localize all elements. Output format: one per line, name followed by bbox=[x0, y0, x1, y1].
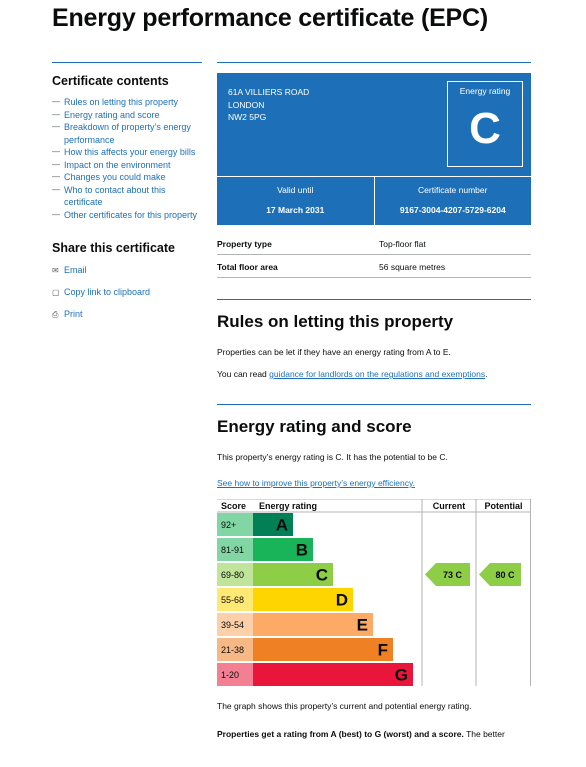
potential-column-header: Potential bbox=[484, 501, 523, 511]
contents-item bbox=[52, 146, 202, 159]
share-item bbox=[52, 265, 202, 276]
energy-rating-box bbox=[447, 81, 523, 167]
energy-rating-label: Energy rating bbox=[459, 86, 511, 96]
potential-rating-label: 80 C bbox=[495, 570, 515, 580]
contents-link-rules[interactable]: Rules on letting this property bbox=[64, 97, 179, 107]
contents-item bbox=[52, 171, 202, 184]
certificate-details bbox=[217, 176, 531, 226]
share-list bbox=[52, 265, 202, 320]
rating-letter: A bbox=[275, 515, 288, 535]
property-type-label: Property type bbox=[217, 232, 379, 255]
clipboard-icon: ▢ bbox=[52, 288, 60, 297]
contents-item bbox=[52, 209, 202, 222]
epc-summary-box bbox=[217, 73, 531, 225]
score-range-label: 55-68 bbox=[221, 595, 245, 605]
landlord-guidance-link[interactable]: guidance for landlords on the regulations and exemptions bbox=[269, 369, 486, 379]
contents-link-contact[interactable]: Who to contact about this certificate bbox=[64, 184, 166, 207]
contents-item bbox=[52, 121, 202, 146]
improve-link-paragraph bbox=[217, 477, 531, 489]
contents-heading: Certificate contents bbox=[52, 74, 169, 88]
valid-until-label: Valid until bbox=[277, 185, 314, 195]
property-address bbox=[228, 86, 309, 124]
contents-link-rating[interactable]: Energy rating and score bbox=[64, 109, 160, 120]
address-line: LONDON bbox=[228, 99, 265, 110]
share-print-link[interactable]: Print bbox=[64, 309, 83, 319]
contents-link-bills[interactable]: How this affects your energy bills bbox=[64, 147, 196, 157]
certificate-number-label: Certificate number bbox=[418, 185, 488, 195]
score-range-label: 21-38 bbox=[221, 645, 245, 655]
section-divider bbox=[217, 404, 531, 405]
share-section bbox=[52, 241, 202, 320]
guidance-prefix: You can read bbox=[217, 369, 270, 379]
valid-until-cell bbox=[217, 177, 375, 226]
score-range-label: 69-80 bbox=[221, 570, 245, 580]
rating-explanation bbox=[217, 728, 531, 740]
floor-area-label: Total floor area bbox=[217, 255, 379, 278]
energy-rating-letter: C bbox=[469, 104, 501, 153]
rating-column-header: Energy rating bbox=[259, 501, 318, 511]
rating-paragraph: This property’s energy rating is C. It has the potential to be C. bbox=[217, 452, 448, 462]
certificate-number-value: 9167-3004-4207-5729-6204 bbox=[399, 205, 506, 215]
rating-letter: D bbox=[335, 590, 348, 610]
rating-heading: Energy rating and score bbox=[217, 417, 412, 436]
rating-bar-g bbox=[253, 663, 413, 686]
table-row bbox=[217, 255, 531, 278]
rating-explanation-bold: Properties get a rating from A (best) to G (worst) and a score. bbox=[217, 729, 464, 739]
envelope-icon: ✉ bbox=[52, 266, 59, 275]
share-copy-link[interactable]: Copy link to clipboard bbox=[64, 287, 151, 297]
contents-item bbox=[52, 96, 202, 109]
table-row bbox=[217, 232, 531, 255]
score-range-label: 39-54 bbox=[221, 620, 245, 630]
contents-link-changes[interactable]: Changes you could make bbox=[64, 172, 166, 182]
contents-item bbox=[52, 184, 202, 209]
contents-list bbox=[52, 96, 202, 221]
property-type-value: Top-floor flat bbox=[379, 232, 531, 255]
score-range-label: 81-91 bbox=[221, 545, 245, 555]
rating-letter: C bbox=[315, 565, 328, 585]
contents-item bbox=[52, 109, 202, 122]
certificate-number-cell bbox=[375, 177, 532, 226]
improve-efficiency-link[interactable]: See how to improve this property’s energy efficiency. bbox=[217, 478, 415, 488]
rules-paragraph: Properties can be let if they have an energy rating from A to E. bbox=[217, 347, 451, 357]
rating-explanation-rest: The better bbox=[463, 729, 505, 739]
energy-rating-chart bbox=[217, 499, 531, 686]
score-range-label: 1-20 bbox=[221, 670, 240, 680]
score-column-header: Score bbox=[221, 501, 247, 511]
rating-letter: F bbox=[377, 640, 388, 660]
rating-letter: G bbox=[394, 665, 408, 685]
rating-bar-f bbox=[253, 638, 393, 661]
current-column-header: Current bbox=[432, 501, 466, 511]
graph-caption: The graph shows this property’s current and potential energy rating. bbox=[217, 701, 472, 711]
current-rating-label: 73 C bbox=[442, 570, 463, 580]
sidebar-divider bbox=[52, 62, 202, 63]
guidance-suffix: . bbox=[485, 369, 488, 379]
address-line: NW2 5PG bbox=[228, 112, 267, 122]
address-line: 61A VILLIERS ROAD bbox=[228, 87, 310, 97]
property-summary-table bbox=[217, 232, 531, 278]
sidebar bbox=[52, 62, 202, 331]
page-title: Energy performance certificate (EPC) bbox=[52, 4, 489, 32]
printer-icon: ⎙ bbox=[52, 310, 59, 319]
share-email-link[interactable]: Email bbox=[64, 265, 87, 275]
valid-until-value: 17 March 2031 bbox=[266, 205, 325, 215]
contents-link-environment[interactable]: Impact on the environment bbox=[64, 159, 171, 170]
rules-heading: Rules on letting this property bbox=[217, 312, 454, 331]
energy-rating-graph bbox=[217, 499, 531, 686]
rating-letter: E bbox=[356, 615, 368, 635]
section-divider bbox=[217, 299, 531, 300]
score-range-label: 92+ bbox=[221, 520, 237, 530]
contents-item bbox=[52, 159, 202, 172]
share-item bbox=[52, 309, 202, 320]
rating-letter: B bbox=[295, 540, 308, 560]
share-item bbox=[52, 287, 202, 298]
header-divider bbox=[217, 62, 531, 63]
rating-bar-e bbox=[253, 613, 373, 636]
main-content bbox=[217, 62, 531, 740]
floor-area-value: 56 square metres bbox=[379, 255, 531, 278]
rules-guidance-paragraph bbox=[217, 368, 531, 380]
share-heading: Share this certificate bbox=[52, 241, 175, 255]
contents-link-breakdown[interactable]: Breakdown of property’s energy performance bbox=[64, 122, 191, 145]
contents-link-other-certs[interactable]: Other certificates for this property bbox=[64, 209, 198, 220]
